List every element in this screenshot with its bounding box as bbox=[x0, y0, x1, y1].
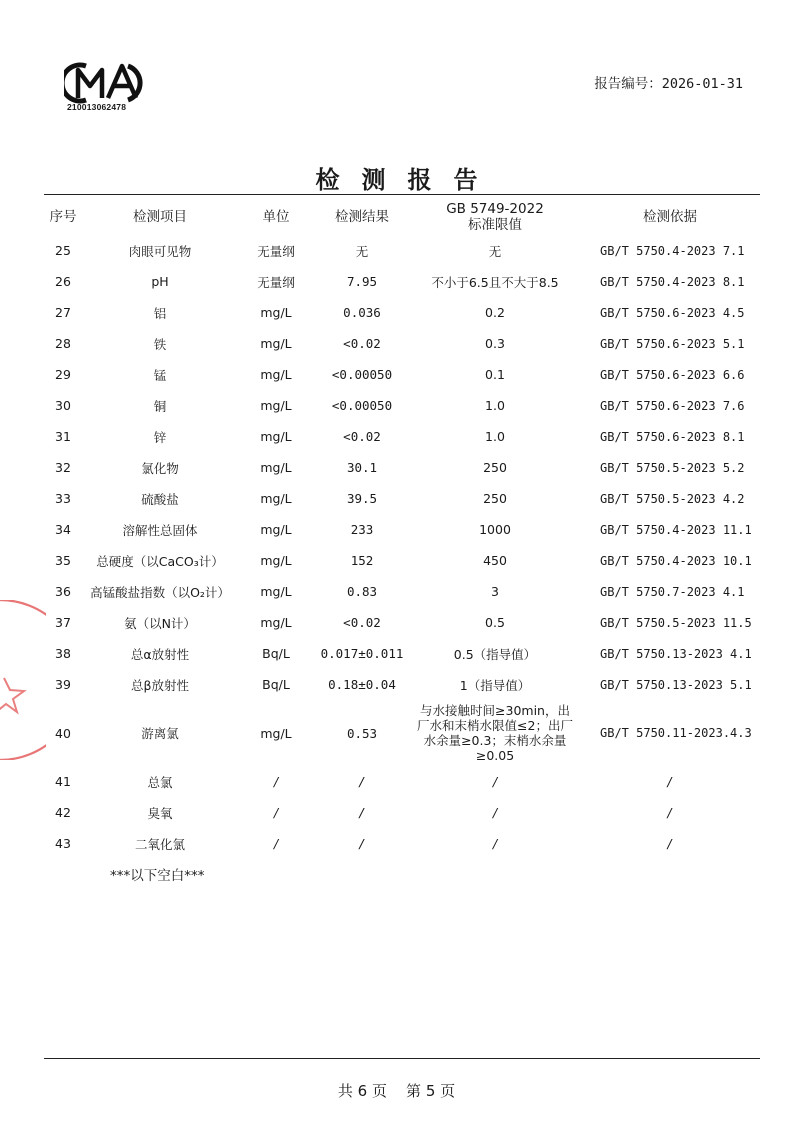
cell-unit: mg/L bbox=[260, 336, 292, 351]
cell-method: GB/T 5750.7-2023 4.1 bbox=[600, 584, 745, 599]
cell-item: 氨（以N计） bbox=[124, 615, 196, 631]
col-header-limit bbox=[410, 198, 580, 235]
cell-item: 肉眼可见物 bbox=[128, 243, 192, 259]
cell-limit: 1.0 bbox=[485, 398, 505, 413]
page-title: 检测报告 bbox=[315, 165, 500, 194]
cell-result: 0.017±0.011 bbox=[320, 646, 404, 661]
cell-method: GB/T 5750.6-2023 8.1 bbox=[600, 429, 745, 444]
cell-method: GB/T 5750.6-2023 4.5 bbox=[600, 305, 745, 320]
cell-no: 25 bbox=[55, 243, 71, 258]
cell-unit: / bbox=[273, 774, 279, 789]
header-rule bbox=[44, 194, 760, 195]
table-row bbox=[44, 421, 760, 452]
cell-result: 233 bbox=[350, 522, 374, 537]
cell-limit: 1.0 bbox=[485, 429, 505, 444]
cell-limit: 0.2 bbox=[485, 305, 505, 320]
cell-no: 37 bbox=[55, 615, 71, 630]
report-number-value: 2026-01-31 bbox=[661, 76, 743, 92]
table-row bbox=[44, 669, 760, 700]
cell-unit: Bq/L bbox=[262, 677, 290, 692]
col-header-standard: GB 5749-2022 bbox=[446, 200, 544, 217]
cell-no: 30 bbox=[55, 398, 71, 413]
cell-result: 7.95 bbox=[346, 274, 378, 289]
cell-limit-text: 与水接触时间≥30min，出厂水和末梢水限值≤2；出厂水余量≥0.3；末梢水余量≥0.05 bbox=[417, 703, 573, 763]
cell-no: 31 bbox=[55, 429, 71, 444]
cma-certificate-number: 210013062478 bbox=[67, 102, 127, 112]
cell-limit: 0.3 bbox=[485, 336, 505, 351]
cell-result: 152 bbox=[350, 553, 374, 568]
col-header-unit: 单位 bbox=[262, 208, 290, 225]
cell-item: 氯化物 bbox=[141, 460, 179, 476]
cell-method: GB/T 5750.6-2023 5.1 bbox=[600, 336, 745, 351]
cell-no: 42 bbox=[55, 805, 71, 820]
cell-item: 锰 bbox=[153, 367, 167, 383]
cell-method: GB/T 5750.4-2023 11.1 bbox=[600, 522, 752, 537]
report-number-label: 报告编号： bbox=[594, 76, 662, 92]
cell-limit: 不小于6.5且不大于8.5 bbox=[431, 274, 559, 290]
cell-no: 32 bbox=[55, 460, 71, 475]
cell-item: 总β放射性 bbox=[131, 677, 189, 693]
current-page: 5 bbox=[425, 1082, 436, 1100]
cell-item: 铜 bbox=[153, 398, 167, 414]
col-header-result: 检测结果 bbox=[335, 208, 389, 225]
cell-limit: 1000 bbox=[479, 522, 511, 537]
cell-unit: Bq/L bbox=[262, 646, 290, 661]
table-row bbox=[44, 266, 760, 297]
cell-method: GB/T 5750.4-2023 10.1 bbox=[600, 553, 752, 568]
cell-unit: mg/L bbox=[260, 615, 292, 630]
cell-no: 27 bbox=[55, 305, 71, 320]
cell-result: 0.036 bbox=[343, 305, 381, 320]
cell-method: GB/T 5750.4-2023 7.1 bbox=[600, 243, 745, 258]
cell-unit: mg/L bbox=[260, 491, 292, 506]
table-row bbox=[44, 700, 760, 766]
cell-result: / bbox=[358, 805, 366, 820]
cell-method: GB/T 5750.4-2023 8.1 bbox=[600, 274, 745, 289]
cell-unit: mg/L bbox=[260, 367, 292, 382]
col-header-method: 检测依据 bbox=[643, 208, 697, 225]
cell-limit: 250 bbox=[483, 460, 507, 475]
cell-limit: 0.1 bbox=[485, 367, 505, 382]
cell-no: 43 bbox=[55, 836, 71, 851]
cell-limit: 0.5 bbox=[485, 615, 505, 630]
cell-method: GB/T 5750.11-2023.4.3 bbox=[600, 726, 752, 740]
cell-result: 无 bbox=[355, 243, 369, 259]
cell-item: 铁 bbox=[153, 336, 167, 352]
cell-result: / bbox=[358, 836, 366, 851]
cell-limit: 250 bbox=[483, 491, 507, 506]
cell-unit: mg/L bbox=[260, 522, 292, 537]
table-row bbox=[44, 328, 760, 359]
cell-unit: mg/L bbox=[260, 460, 292, 475]
total-prefix: 共 bbox=[337, 1082, 353, 1100]
cell-method: GB/T 5750.5-2023 11.5 bbox=[600, 615, 752, 630]
cell-limit: 3 bbox=[491, 584, 499, 599]
cell-no: 39 bbox=[55, 677, 71, 692]
table-row bbox=[44, 545, 760, 576]
table-row bbox=[44, 828, 760, 859]
table-row bbox=[44, 607, 760, 638]
cell-unit: mg/L bbox=[260, 553, 292, 568]
cell-no: 29 bbox=[55, 367, 71, 382]
cell-item: 硫酸盐 bbox=[141, 491, 179, 507]
cell-unit: 无量纲 bbox=[257, 274, 295, 290]
cell-unit: mg/L bbox=[260, 584, 292, 599]
table-row bbox=[44, 452, 760, 483]
cell-method: / bbox=[666, 836, 674, 851]
table-row bbox=[44, 235, 760, 266]
cell-unit: mg/L bbox=[260, 429, 292, 444]
cell-item: 总氯 bbox=[147, 774, 173, 790]
cell-result: 0.53 bbox=[346, 725, 378, 741]
cell-no: 26 bbox=[55, 274, 71, 289]
cell-result: 0.18±0.04 bbox=[328, 677, 396, 692]
footer-rule bbox=[44, 1058, 760, 1059]
blank-note: ***以下空白*** bbox=[110, 868, 205, 884]
table-row bbox=[44, 390, 760, 421]
cell-limit: / bbox=[492, 836, 498, 851]
cell-result: <0.00050 bbox=[331, 367, 393, 382]
cell-no: 40 bbox=[55, 725, 71, 741]
col-header-item: 检测项目 bbox=[133, 208, 187, 225]
cell-method: GB/T 5750.13-2023 4.1 bbox=[600, 646, 752, 661]
cell-no: 36 bbox=[55, 584, 71, 599]
cell-limit: 450 bbox=[483, 553, 507, 568]
cell-item: pH bbox=[151, 274, 169, 289]
cell-unit: / bbox=[273, 836, 279, 851]
seal-stamp bbox=[0, 600, 46, 760]
cell-item: 铝 bbox=[153, 305, 167, 321]
table-row bbox=[44, 514, 760, 545]
cell-method: GB/T 5750.5-2023 4.2 bbox=[600, 491, 745, 506]
cell-method: / bbox=[666, 774, 674, 789]
cell-item: 臭氧 bbox=[147, 805, 173, 821]
table-body bbox=[44, 235, 760, 859]
page-prefix: 第 bbox=[406, 1082, 422, 1100]
cell-limit bbox=[410, 700, 580, 766]
results-table bbox=[44, 198, 760, 859]
cell-result: <0.00050 bbox=[331, 398, 393, 413]
table-row bbox=[44, 297, 760, 328]
cell-result: / bbox=[358, 774, 366, 789]
cell-unit: 无量纲 bbox=[257, 243, 295, 259]
total-pages: 6 bbox=[357, 1082, 368, 1100]
cell-unit: mg/L bbox=[260, 398, 292, 413]
col-header-no: 序号 bbox=[49, 208, 77, 225]
cell-no: 33 bbox=[55, 491, 71, 506]
cell-no: 38 bbox=[55, 646, 71, 661]
cell-limit: 1（指导值） bbox=[459, 677, 531, 693]
cell-limit: 0.5（指导值） bbox=[453, 646, 537, 662]
cell-method: GB/T 5750.13-2023 5.1 bbox=[600, 677, 752, 692]
col-header-limit-label: 标准限值 bbox=[468, 216, 522, 233]
table-row bbox=[44, 766, 760, 797]
cell-result: 39.5 bbox=[346, 491, 378, 506]
cell-limit: / bbox=[492, 805, 498, 820]
cell-item: 游离氯 bbox=[141, 726, 179, 741]
table-header-row bbox=[44, 198, 760, 235]
cell-no: 34 bbox=[55, 522, 71, 537]
cell-method: GB/T 5750.6-2023 6.6 bbox=[600, 367, 745, 382]
cell-result: <0.02 bbox=[343, 336, 381, 351]
report-number bbox=[594, 72, 743, 92]
cell-item: 总α放射性 bbox=[130, 646, 190, 662]
cell-result: 0.83 bbox=[346, 584, 378, 599]
table-row bbox=[44, 797, 760, 828]
table-row bbox=[44, 359, 760, 390]
table-row bbox=[44, 483, 760, 514]
cell-unit: mg/L bbox=[260, 725, 292, 741]
cell-no: 35 bbox=[55, 553, 71, 568]
cell-method: GB/T 5750.5-2023 5.2 bbox=[600, 460, 745, 475]
cell-result: <0.02 bbox=[343, 429, 381, 444]
total-suffix: 页 bbox=[371, 1082, 387, 1100]
cell-result: <0.02 bbox=[343, 615, 381, 630]
cell-item: 锌 bbox=[153, 429, 167, 445]
cell-method: / bbox=[666, 805, 674, 820]
cell-unit: / bbox=[273, 805, 279, 820]
cell-result: 30.1 bbox=[346, 460, 378, 475]
cell-limit: / bbox=[492, 774, 498, 789]
cell-item: 高锰酸盐指数（以O₂计） bbox=[90, 584, 230, 600]
cell-item: 溶解性总固体 bbox=[122, 522, 198, 538]
cell-unit: mg/L bbox=[260, 305, 292, 320]
cell-no: 41 bbox=[55, 774, 71, 789]
cell-limit: 无 bbox=[488, 243, 502, 259]
page-suffix: 页 bbox=[440, 1082, 456, 1100]
page-indicator bbox=[0, 1080, 793, 1101]
cell-no: 28 bbox=[55, 336, 71, 351]
cell-method: GB/T 5750.6-2023 7.6 bbox=[600, 398, 745, 413]
cell-item: 二氧化氯 bbox=[134, 836, 185, 852]
cell-item: 总硬度（以CaCO₃计） bbox=[96, 553, 224, 569]
table-row bbox=[44, 638, 760, 669]
table-row bbox=[44, 576, 760, 607]
